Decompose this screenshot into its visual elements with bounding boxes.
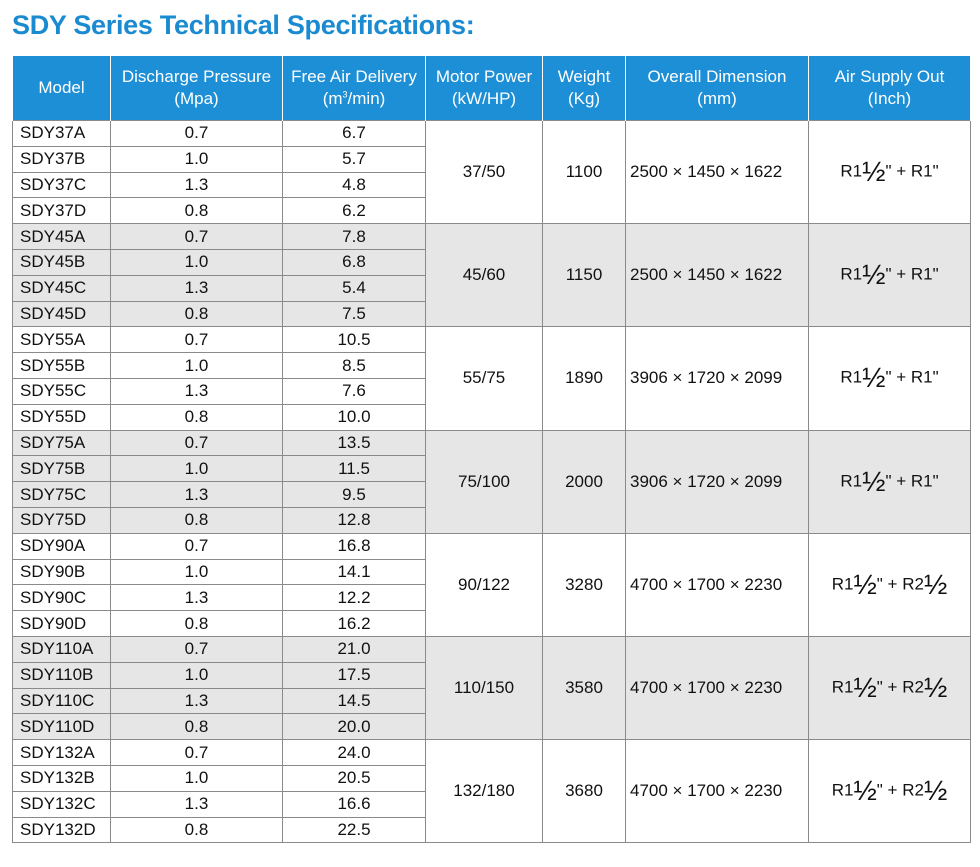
- pressure-cell: 1.0: [111, 662, 283, 688]
- air-supply-a: R1: [840, 161, 863, 181]
- air-supply-a-fraction: ½: [862, 259, 886, 291]
- pressure-cell: 1.3: [111, 791, 283, 817]
- model-cell: SDY55C: [13, 378, 111, 404]
- delivery-cell: 16.8: [283, 533, 426, 559]
- air-supply-a-fraction: ½: [853, 775, 877, 807]
- pressure-cell: 1.3: [111, 172, 283, 198]
- delivery-cell: 7.8: [283, 224, 426, 250]
- model-cell: SDY75C: [13, 482, 111, 508]
- air-supply-a-fraction: ½: [853, 672, 877, 704]
- model-cell: SDY75B: [13, 456, 111, 482]
- header-row: [13, 56, 971, 121]
- delivery-cell: 20.0: [283, 714, 426, 740]
- pressure-cell: 1.0: [111, 559, 283, 585]
- pressure-cell: 0.8: [111, 611, 283, 637]
- model-cell: SDY45B: [13, 249, 111, 275]
- model-cell: SDY110D: [13, 714, 111, 740]
- air-supply-b-fraction: ½: [923, 568, 948, 600]
- weight-cell: 3280: [543, 533, 626, 636]
- dimension-cell: 2500 × 1450 × 1622: [626, 224, 809, 327]
- pressure-cell: 1.3: [111, 482, 283, 508]
- weight-cell: 2000: [543, 430, 626, 533]
- pressure-cell: 0.8: [111, 301, 283, 327]
- model-cell: SDY37D: [13, 198, 111, 224]
- header-air-supply: Air Supply Out (Inch): [809, 56, 971, 121]
- delivery-cell: 13.5: [283, 430, 426, 456]
- delivery-cell: 8.5: [283, 353, 426, 379]
- motor-power-cell: 132/180: [426, 740, 543, 843]
- table-body: [13, 121, 971, 843]
- delivery-cell: 16.6: [283, 791, 426, 817]
- weight-cell: 3680: [543, 740, 626, 843]
- pressure-cell: 0.7: [111, 533, 283, 559]
- table-row: [13, 327, 971, 353]
- delivery-cell: 4.8: [283, 172, 426, 198]
- pressure-cell: 1.3: [111, 275, 283, 301]
- delivery-cell: 12.2: [283, 585, 426, 611]
- air-supply-a: R1: [840, 367, 863, 387]
- air-supply-a: R1: [840, 471, 863, 491]
- header-weight: Weight (Kg): [543, 56, 626, 121]
- pressure-cell: 0.7: [111, 430, 283, 456]
- delivery-cell: 7.6: [283, 378, 426, 404]
- air-supply-value: [840, 158, 938, 186]
- pressure-cell: 0.7: [111, 636, 283, 662]
- air-supply-b: " + R2: [876, 574, 924, 594]
- air-supply-a-fraction: ½: [862, 362, 886, 394]
- pressure-cell: 0.8: [111, 404, 283, 430]
- delivery-cell: 14.1: [283, 559, 426, 585]
- model-cell: SDY37C: [13, 172, 111, 198]
- air-supply-b: " + R1": [885, 471, 939, 491]
- motor-power-cell: 90/122: [426, 533, 543, 636]
- pressure-cell: 0.7: [111, 224, 283, 250]
- weight-cell: 3580: [543, 636, 626, 739]
- header-pressure: Discharge Pressure (Mpa): [111, 56, 283, 121]
- air-supply-b-fraction: ½: [923, 775, 948, 807]
- pressure-cell: 1.3: [111, 378, 283, 404]
- delivery-cell: 14.5: [283, 688, 426, 714]
- model-cell: SDY55D: [13, 404, 111, 430]
- pressure-cell: 1.0: [111, 353, 283, 379]
- header-model: Model: [13, 56, 111, 121]
- delivery-cell: 9.5: [283, 482, 426, 508]
- table-row: [13, 636, 971, 662]
- pressure-cell: 1.3: [111, 585, 283, 611]
- delivery-cell: 21.0: [283, 636, 426, 662]
- pressure-cell: 0.7: [111, 740, 283, 766]
- pressure-cell: 0.8: [111, 817, 283, 843]
- air-supply-cell: [809, 430, 971, 533]
- air-supply-a: R1: [840, 264, 863, 284]
- page-title: SDY Series Technical Specifications:: [12, 10, 475, 40]
- dimension-cell: 3906 × 1720 × 2099: [626, 430, 809, 533]
- air-supply-b: " + R2: [876, 677, 924, 697]
- air-supply-b: " + R2: [876, 780, 924, 800]
- spec-table: [12, 56, 971, 843]
- model-cell: SDY132A: [13, 740, 111, 766]
- delivery-cell: 10.5: [283, 327, 426, 353]
- air-supply-a-fraction: ½: [853, 568, 877, 600]
- pressure-cell: 0.8: [111, 714, 283, 740]
- delivery-cell: 6.7: [283, 121, 426, 147]
- air-supply-value: [832, 777, 948, 805]
- air-supply-b: " + R1": [885, 161, 939, 181]
- table-row: [13, 224, 971, 250]
- model-cell: SDY90C: [13, 585, 111, 611]
- dimension-cell: 2500 × 1450 × 1622: [626, 121, 809, 224]
- header-delivery: Free Air Delivery $(m^3/\min)$: [283, 56, 426, 121]
- air-supply-a: R1: [831, 574, 854, 594]
- model-cell: SDY75A: [13, 430, 111, 456]
- model-cell: SDY75D: [13, 507, 111, 533]
- weight-cell: 1890: [543, 327, 626, 430]
- air-supply-value: [840, 465, 939, 497]
- model-cell: SDY132B: [13, 765, 111, 791]
- model-cell: SDY132D: [13, 817, 111, 843]
- air-supply-a-fraction: ½: [862, 156, 886, 188]
- air-supply-value: [840, 364, 938, 392]
- air-supply-a: R1: [831, 780, 854, 800]
- header-dimension: Overall Dimension (mm): [626, 56, 809, 121]
- delivery-cell: 5.4: [283, 275, 426, 301]
- air-supply-b: " + R1": [885, 367, 939, 387]
- delivery-cell: 16.2: [283, 611, 426, 637]
- dimension-cell: 3906 × 1720 × 2099: [626, 327, 809, 430]
- motor-power-cell: 45/60: [426, 224, 543, 327]
- model-cell: SDY90A: [13, 533, 111, 559]
- dimension-cell: 4700 × 1700 × 2230: [626, 636, 809, 739]
- model-cell: SDY55A: [13, 327, 111, 353]
- dimension-cell: 4700 × 1700 × 2230: [626, 533, 809, 636]
- delivery-cell: 24.0: [283, 740, 426, 766]
- header-motor: Motor Power (kW/HP): [426, 56, 543, 121]
- air-supply-value: [832, 674, 948, 702]
- air-supply-cell: [809, 636, 971, 739]
- model-cell: SDY110A: [13, 636, 111, 662]
- pressure-cell: 1.3: [111, 688, 283, 714]
- model-cell: SDY37B: [13, 146, 111, 172]
- weight-cell: 1150: [543, 224, 626, 327]
- delivery-cell: 6.2: [283, 198, 426, 224]
- air-supply-cell: [809, 740, 971, 843]
- dimension-cell: 4700 × 1700 × 2230: [626, 740, 809, 843]
- pressure-cell: 1.0: [111, 146, 283, 172]
- model-cell: SDY110C: [13, 688, 111, 714]
- air-supply-value: [831, 568, 948, 600]
- model-cell: SDY90D: [13, 611, 111, 637]
- delivery-cell: 6.8: [283, 249, 426, 275]
- model-cell: SDY55B: [13, 353, 111, 379]
- motor-power-cell: 75/100: [426, 430, 543, 533]
- air-supply-value: [840, 261, 938, 289]
- pressure-cell: 1.0: [111, 249, 283, 275]
- air-supply-cell: [809, 533, 971, 636]
- air-supply-a: R1: [831, 677, 854, 697]
- air-supply-a-fraction: ½: [862, 465, 886, 497]
- delivery-cell: 11.5: [283, 456, 426, 482]
- model-cell: SDY90B: [13, 559, 111, 585]
- delivery-cell: 20.5: [283, 765, 426, 791]
- delivery-cell: 10.0: [283, 404, 426, 430]
- motor-power-cell: 110/150: [426, 636, 543, 739]
- pressure-cell: 0.8: [111, 198, 283, 224]
- model-cell: SDY132C: [13, 791, 111, 817]
- delivery-cell: 17.5: [283, 662, 426, 688]
- model-cell: SDY45A: [13, 224, 111, 250]
- delivery-cell: 5.7: [283, 146, 426, 172]
- model-cell: SDY45D: [13, 301, 111, 327]
- pressure-cell: 0.8: [111, 507, 283, 533]
- model-cell: SDY110B: [13, 662, 111, 688]
- motor-power-cell: 55/75: [426, 327, 543, 430]
- model-cell: SDY45C: [13, 275, 111, 301]
- pressure-cell: 0.7: [111, 327, 283, 353]
- delivery-cell: 22.5: [283, 817, 426, 843]
- pressure-cell: 1.0: [111, 456, 283, 482]
- air-supply-b-fraction: ½: [923, 672, 948, 704]
- pressure-cell: 0.7: [111, 121, 283, 147]
- motor-power-cell: 37/50: [426, 121, 543, 224]
- table-row: [13, 121, 971, 147]
- table-row: [13, 430, 971, 456]
- table-row: [13, 533, 971, 559]
- pressure-cell: 1.0: [111, 765, 283, 791]
- air-supply-cell: [809, 224, 971, 327]
- air-supply-b: " + R1": [885, 264, 939, 284]
- table-row: [13, 740, 971, 766]
- delivery-cell: 12.8: [283, 507, 426, 533]
- weight-cell: 1100: [543, 121, 626, 224]
- air-supply-cell: [809, 121, 971, 224]
- delivery-cell: 7.5: [283, 301, 426, 327]
- table-header: [13, 56, 971, 121]
- air-supply-cell: [809, 327, 971, 430]
- model-cell: SDY37A: [13, 121, 111, 147]
